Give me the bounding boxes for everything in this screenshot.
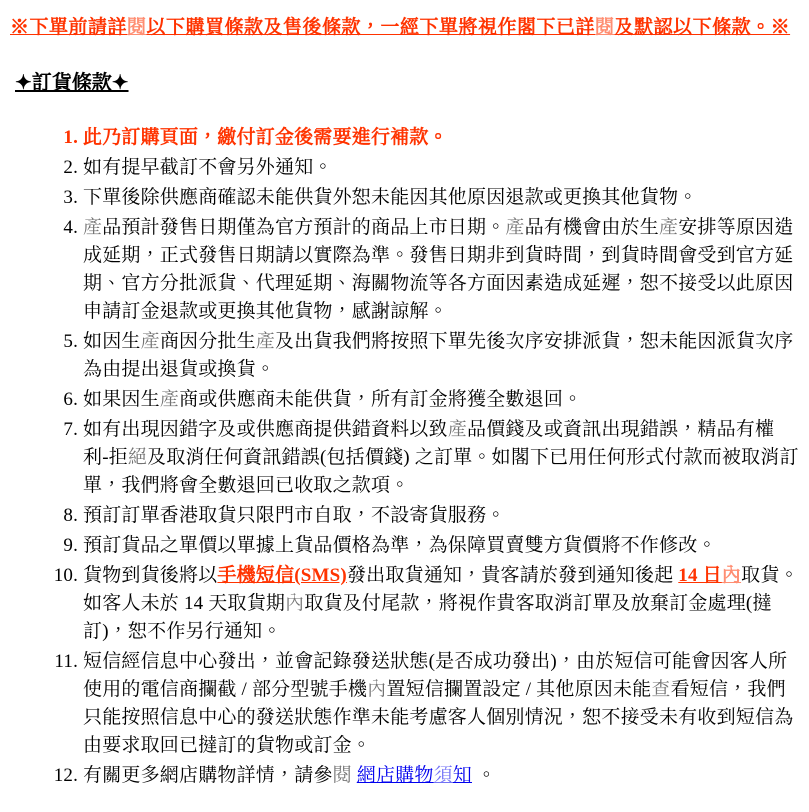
term-item-10 bbox=[83, 562, 799, 646]
term-item-1 bbox=[83, 124, 799, 152]
term-item-4 bbox=[83, 214, 799, 326]
fallback-glyph: 產 bbox=[659, 217, 679, 238]
term-text: 貨物到貨後將以 bbox=[83, 565, 218, 586]
fallback-glyph: 查 bbox=[651, 679, 671, 700]
term-text: 有關更多網店購物詳情，請參閱 bbox=[83, 765, 352, 786]
fallback-glyph: 內 bbox=[721, 565, 742, 586]
pickup-deadline-highlight: 14 日內 bbox=[678, 565, 742, 586]
term-item-12 bbox=[83, 762, 799, 790]
term-item-8 bbox=[83, 502, 799, 530]
fallback-glyph: 閱 bbox=[127, 17, 147, 38]
term-text: 預訂貨品之單價以單據上貨品價格為準，為保障買賣雙方貨價將不作修改。 bbox=[83, 535, 717, 556]
fallback-glyph: 產 bbox=[255, 331, 276, 352]
fallback-glyph: 產 bbox=[447, 419, 468, 440]
fallback-glyph: 產 bbox=[505, 217, 525, 238]
section-title-order-terms: ✦訂貨條款✦ bbox=[15, 72, 129, 94]
term-item-2 bbox=[83, 154, 799, 182]
term-text: 此乃訂購頁面，繳付訂金後需要進行補款。 bbox=[83, 127, 448, 148]
term-text: 取貨。如客人未於 14 天取貨期內取貨及付尾款，將視作貴客取消訂單及放棄訂金處理(撻訂)，恕不作另行通知。 bbox=[83, 565, 799, 642]
shop-guide-link[interactable]: 網店購物須知 bbox=[356, 765, 472, 786]
pre-order-notice: ※下單前請詳閱以下購買條款及售後條款，一經下單將視作閣下已詳閱及默認以下條款。※ bbox=[10, 17, 791, 38]
fallback-glyph: 內 bbox=[285, 593, 305, 614]
term-text: 如因生產商因分批生產及出貨我們將按照下單先後次序安排派貨，恕未能因派貨次序為由提出退貨或換貨。 bbox=[83, 331, 794, 380]
term-text: 下單後除供應商確認未能供貨外恕未能因其他原因退款或更換其他貨物。 bbox=[83, 187, 698, 208]
sms-highlight: 手機短信(SMS) bbox=[217, 565, 347, 586]
term-text: 如有提早截訂不會另外通知。 bbox=[83, 157, 333, 178]
fallback-glyph: 產 bbox=[159, 389, 180, 410]
term-text: 發出取貨通知，貴客請於發到通知後起 bbox=[346, 565, 679, 586]
fallback-glyph: 須 bbox=[433, 765, 453, 786]
term-item-9 bbox=[83, 532, 799, 560]
term-item-7 bbox=[83, 416, 799, 500]
fallback-glyph: 產 bbox=[140, 331, 160, 352]
term-text: 如有出現因錯字及或供應商提供錯資料以致產品價錢及或資訊出現錯誤，精品有權利-拒絕及取消任何資訊錯誤(包括價錢) 之訂單。如閣下已用任何形式付款而被取消訂單，我們將會全數退回已收取之款項。 bbox=[83, 419, 799, 496]
fallback-glyph: 產 bbox=[83, 217, 103, 238]
term-text: 。 bbox=[471, 765, 497, 786]
term-item-5 bbox=[83, 328, 799, 384]
terms-list bbox=[10, 124, 799, 790]
fallback-glyph: 閱 bbox=[332, 765, 352, 786]
term-item-3 bbox=[83, 184, 799, 212]
term-item-6 bbox=[83, 386, 799, 414]
section-title-wrap bbox=[15, 70, 799, 96]
term-text: 預訂訂單香港取貨只限門市自取，不設寄貨服務。 bbox=[83, 505, 506, 526]
term-text: 如果因生產商或供應商未能供貨，所有訂金將獲全數退回。 bbox=[83, 389, 583, 410]
fallback-glyph: 絕 bbox=[127, 447, 148, 468]
term-item-11 bbox=[83, 648, 799, 760]
fallback-glyph: 內 bbox=[367, 679, 387, 700]
fallback-glyph: 閱 bbox=[595, 17, 615, 38]
term-text: 產品預計發售日期僅為官方預計的商品上市日期。產品有機會由於生產安排等原因造成延期，正式發售日期請以實際為準。發售日期非到貨時間，到貨時間會受到官方延期、官方分批派貨、代理延期、海關物流等各方面因素造成延遲，恕不接受以此原因申請訂金退款或更換其他貨物，感謝諒解。 bbox=[83, 217, 794, 322]
term-text: 短信經信息中心發出，並會記錄發送狀態(是否成功發出)，由於短信可能會因客人所使用的電信商攔截 / 部分型號手機內置短信攔置設定 / 其他原因未能查看短信，我們只能按照信息中心的發送狀態作準未能考慮客人個別情況，恕不接受未有收到短信為由要求取回已撻訂的貨物或訂金。 bbox=[83, 651, 794, 756]
